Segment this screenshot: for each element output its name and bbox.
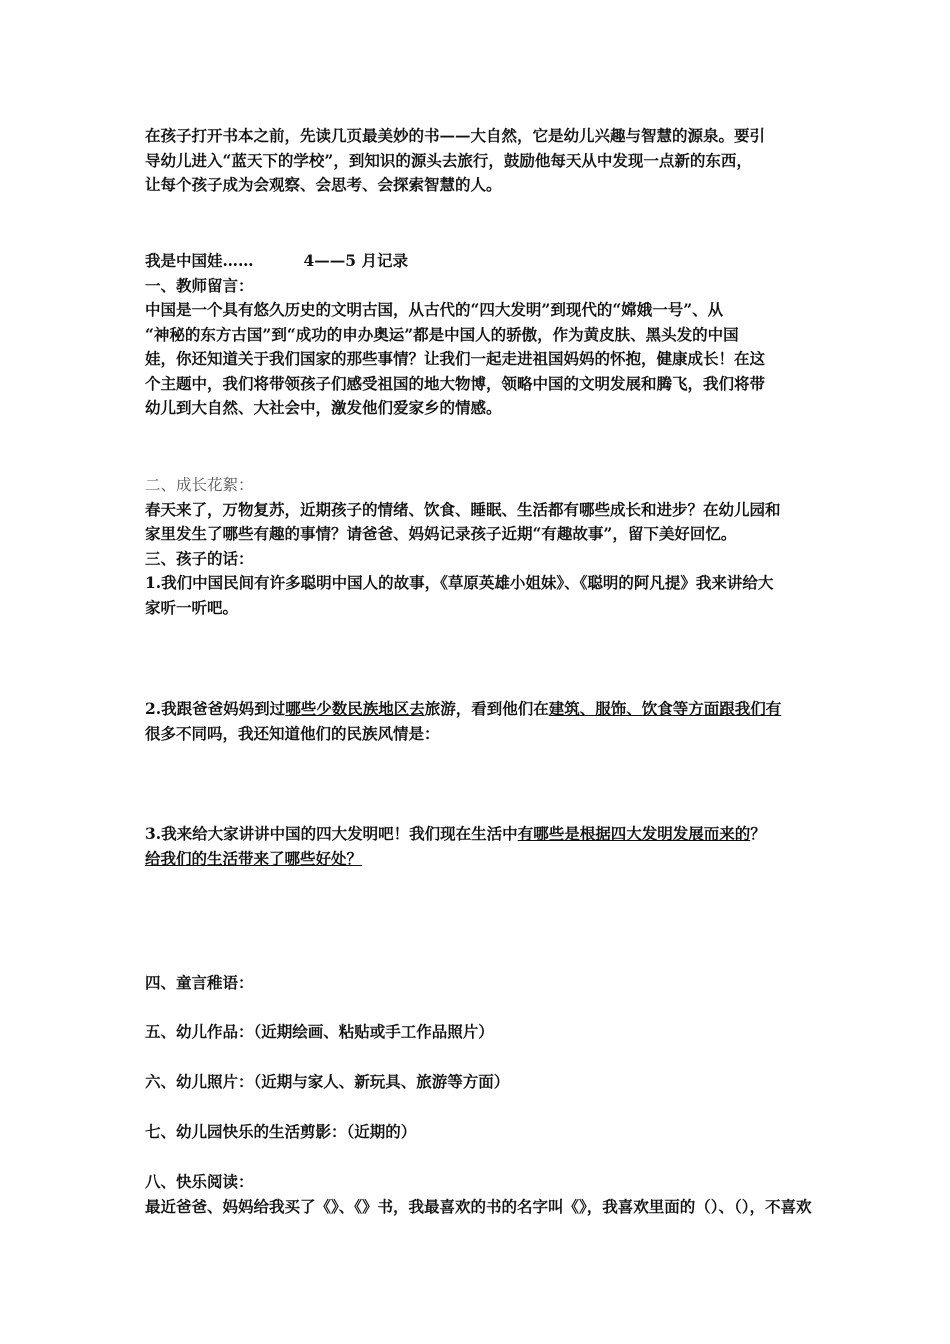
section-teacher-title: 一、教师留言：	[145, 275, 254, 295]
teacher-message-line: 幼儿到大自然、大社会中，激发他们爱家乡的情感。	[145, 398, 502, 417]
theme-header	[145, 249, 815, 298]
teacher-message-line: 个主题中，我们将带领孩子们感受祖国的地大物博，领略中国的文明发展和腾飞，我们将带	[145, 373, 766, 393]
growth-line: 春天来了，万物复苏，近期孩子的情绪、饮食、睡眠、生活都有哪些成长和进步？在幼儿园和	[145, 499, 781, 519]
section-reading-title: 八、快乐阅读：	[145, 1172, 254, 1191]
question-1-line: 家听一听吧。	[145, 597, 239, 617]
question-3-text: ？	[750, 824, 766, 843]
question-3-line: 给我们的生活带来了哪些好处？	[145, 848, 363, 868]
question-1-line: 1.我们中国民间有许多聪明中国人的故事，《草原英雄小姐妹》、《聪明的阿凡提》我来讲给大	[145, 573, 774, 592]
section-artwork-title: 五、幼儿作品：（近期绘画、粘贴或手工作品照片）	[145, 1022, 494, 1041]
question-2-text: 2.我跟爸爸妈妈到过	[145, 699, 286, 718]
intro-paragraph	[145, 124, 815, 198]
happy-reading-section	[145, 1170, 815, 1219]
reading-line: 最近爸爸、妈妈给我买了《》、《》书，我最喜欢的书的名字叫《》，我喜欢里面的（）、（），不喜欢	[145, 1196, 812, 1216]
question-2-line: 很多不同吗，我还知道他们的民族风情是：	[145, 723, 440, 743]
intro-line: 在孩子打开书本之前，先读几页最美妙的书——大自然，它是幼儿兴趣与智慧的源泉。要引	[145, 126, 766, 145]
record-period: 4——5 月记录	[303, 251, 408, 270]
intro-line: 导幼儿进入“蓝天下的学校”，到知识的源头去旅行，鼓励他每天从中发现一点新的东西，	[145, 150, 752, 170]
question-2-underlined: 建筑、服饰、饮食等方面跟我们有	[548, 699, 782, 718]
teacher-message-line: 中国是一个具有悠久历史的文明古国，从古代的“四大发明”到现代的“嫦娥一号”、从	[145, 300, 724, 319]
question-3	[145, 822, 815, 871]
intro-line: 让每个孩子成为会观察、会思考、会探索智慧的人。	[145, 175, 502, 194]
teacher-message-line: “神秘的东方古国”到“成功的申办奥运”都是中国人的骄傲，作为黄皮肤、黑头发的中国	[145, 324, 739, 344]
teacher-message-line: 娃，你还知道关于我们国家的那些事情？让我们一起走进祖国妈妈的怀抱，健康成长！在这	[145, 349, 766, 368]
teacher-message	[145, 298, 815, 421]
question-3-underlined: 有哪些是根据四大发明发展而来的	[517, 824, 751, 843]
section-childlike-words-title: 四、童言稚语：	[145, 973, 254, 992]
section-child-words-title: 三、孩子的话：	[145, 548, 254, 568]
section-kindergarten-life-title: 七、幼儿园快乐的生活剪影：（近期的）	[145, 1122, 417, 1141]
question-3-text: 3.我来给大家讲讲中国的四大发明吧！我们现在生活中	[145, 824, 518, 843]
question-2-underlined: 哪些少数民族地区去	[285, 699, 425, 718]
theme-title: 我是中国娃……	[145, 251, 254, 270]
growth-section	[145, 473, 815, 620]
question-2	[145, 697, 815, 746]
section-photos-title: 六、幼儿照片：（近期与家人、新玩具、旅游等方面）	[145, 1072, 510, 1091]
question-2-text: 旅游，看到他们在	[424, 699, 549, 718]
section-growth-title: 二、成长花絮：	[145, 476, 254, 494]
growth-line: 家里发生了哪些有趣的事情？请爸爸、妈妈记录孩子近期“有趣故事”，留下美好回忆。	[145, 524, 737, 543]
